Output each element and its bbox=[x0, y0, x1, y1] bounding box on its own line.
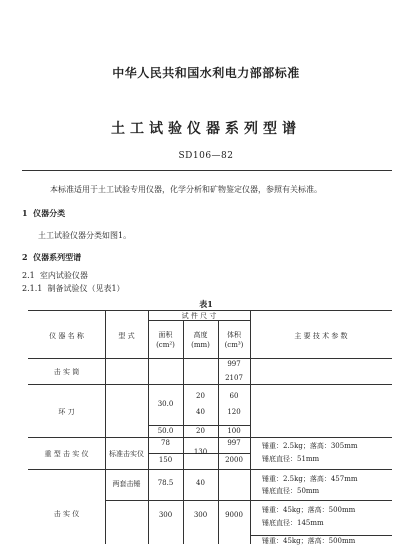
section-1-heading bbox=[22, 208, 65, 219]
th-specimen-size: 试 件 尺 寸 bbox=[181, 312, 217, 320]
subsection-number: 2.1.1 bbox=[22, 284, 43, 293]
section-number: 1 bbox=[22, 208, 28, 218]
cell-height: 130 bbox=[193, 448, 208, 456]
standard-code: SD106—82 bbox=[178, 151, 234, 161]
subsection-title: 室内试验仪器 bbox=[39, 271, 88, 280]
table-row-rule bbox=[28, 469, 392, 470]
cell-type: 标准击实仪 bbox=[109, 450, 144, 458]
cell-height: 300 bbox=[193, 511, 208, 519]
cell-area: 78 bbox=[161, 439, 170, 447]
cell-volume: 9000 bbox=[225, 511, 243, 519]
cell-param: 锤重：2.5kg；落高：305mm bbox=[262, 442, 358, 450]
cell-area: 50.0 bbox=[157, 427, 174, 435]
cell-height: 20 bbox=[196, 427, 205, 435]
cell-instrument-name: 击 实 仪 bbox=[53, 510, 80, 518]
cell-param: 锤重：45kg；落高：500mm bbox=[262, 506, 356, 514]
subsection-title: 制备试验仪（见表1） bbox=[47, 284, 125, 293]
cell-instrument-name: 击 实 筒 bbox=[53, 368, 80, 376]
section-title: 仪器系列型谱 bbox=[33, 252, 82, 262]
section-title: 仪器分类 bbox=[33, 208, 66, 218]
cell-instrument-name: 重 型 击 实 仪 bbox=[44, 450, 89, 458]
cell-type: 两套击锤 bbox=[112, 480, 141, 488]
cell-volume: 60 bbox=[229, 392, 239, 400]
table-row-rule bbox=[28, 384, 392, 385]
cell-volume: 100 bbox=[227, 427, 241, 435]
cell-volume: 120 bbox=[227, 408, 241, 416]
th-height: 高度 bbox=[193, 331, 208, 339]
document-title: 土工试验仪器系列型谱 bbox=[111, 121, 301, 137]
cell-height: 40 bbox=[196, 479, 205, 487]
cell-param: 锤底直径：145mm bbox=[262, 519, 324, 527]
section-1-body: 土工试验仪器分类如图1。 bbox=[38, 231, 132, 240]
cell-height: 20 bbox=[196, 392, 205, 400]
cell-volume: 2000 bbox=[225, 456, 243, 464]
th-instrument-name: 仪 器 名 称 bbox=[49, 332, 84, 340]
cell-param: 锤重：2.5kg；落高：457mm bbox=[262, 475, 358, 483]
cell-param: 锤重：45kg；落高：500mm bbox=[262, 537, 356, 545]
cell-param: 锤底直径：50mm bbox=[262, 487, 320, 495]
cell-area: 78.5 bbox=[157, 479, 174, 487]
cell-instrument-name: 环 刀 bbox=[58, 408, 75, 416]
cell-area: 300 bbox=[158, 511, 173, 519]
th-technical-params: 主 要 技 术 参 数 bbox=[294, 332, 348, 340]
table-col-rule bbox=[105, 310, 106, 544]
cell-volume: 997 bbox=[227, 439, 241, 447]
th-volume: 体积 bbox=[227, 331, 241, 339]
cell-height: 40 bbox=[196, 408, 205, 416]
section-number: 2 bbox=[22, 252, 28, 262]
th-area-unit: (cm²) bbox=[156, 341, 175, 349]
subsection-2-1-1 bbox=[22, 283, 125, 294]
section-2-heading bbox=[22, 252, 81, 263]
th-type: 型 式 bbox=[118, 332, 135, 340]
table-title: 表1 bbox=[199, 299, 213, 309]
th-area: 面积 bbox=[158, 331, 173, 339]
cell-volume: 2107 bbox=[225, 374, 243, 382]
table-sub-rule bbox=[148, 425, 250, 426]
cell-volume: 997 bbox=[227, 360, 241, 368]
cell-param: 锤底直径：51mm bbox=[262, 455, 320, 463]
cell-area: 150 bbox=[158, 456, 173, 464]
subsection-number: 2.1 bbox=[22, 271, 35, 280]
intro-paragraph: 本标准适用于土工试验专用仪器，化学分析和矿物鉴定仪器，参照有关标准。 bbox=[50, 185, 322, 194]
th-volume-unit: (cm³) bbox=[224, 341, 244, 349]
standard-header: 中华人民共和国水利电力部部标准 bbox=[112, 66, 300, 80]
table-header-rule bbox=[28, 358, 392, 359]
cell-area: 30.0 bbox=[157, 400, 174, 408]
header-divider bbox=[22, 170, 392, 171]
th-height-unit: (mm) bbox=[191, 341, 210, 349]
table-col-rule bbox=[250, 310, 251, 544]
subsection-2-1 bbox=[22, 270, 88, 281]
table-row-rule bbox=[28, 437, 392, 438]
